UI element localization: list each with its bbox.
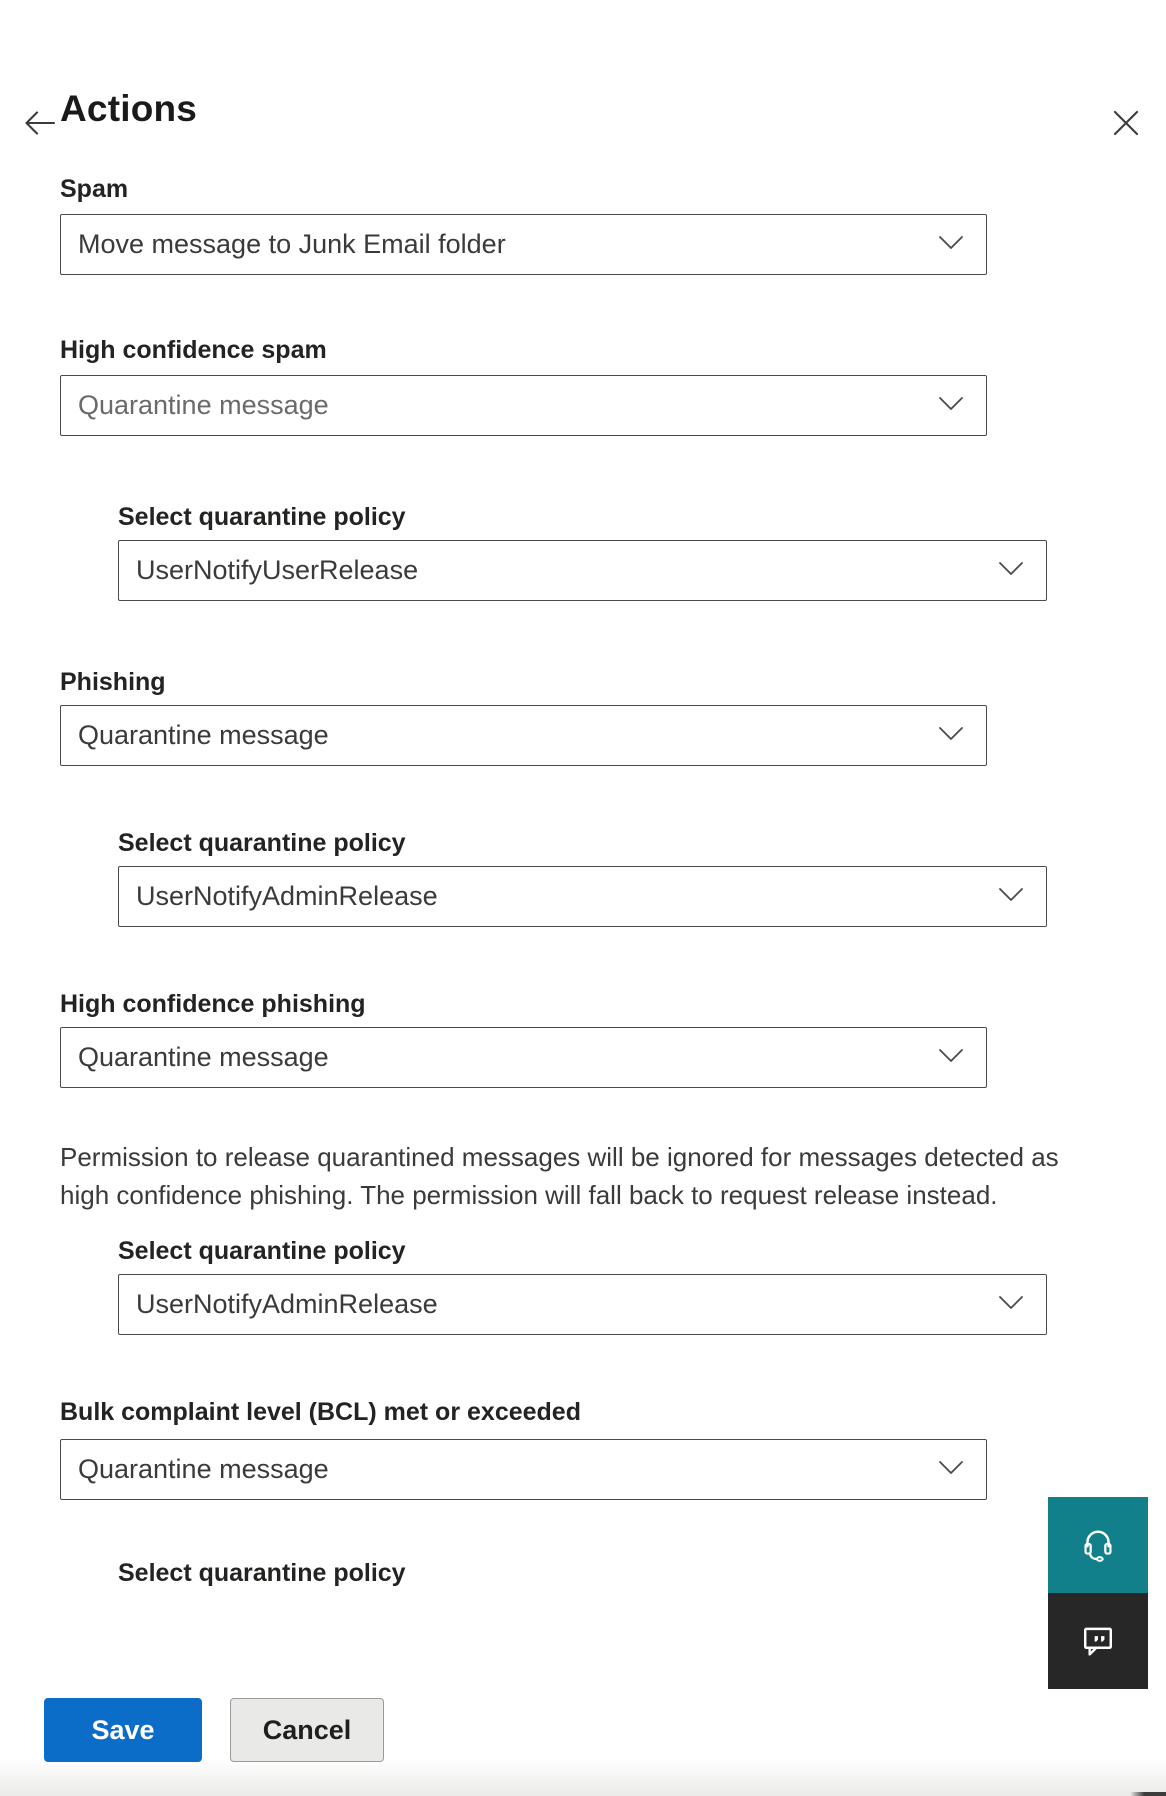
high-confidence-phishing-label: High confidence phishing — [60, 990, 366, 1018]
arrow-left-icon — [21, 104, 59, 145]
bcl-quarantine-policy-label: Select quarantine policy — [118, 1559, 406, 1587]
high-confidence-phishing-value: Quarantine message — [78, 1042, 329, 1072]
phishing-dropdown[interactable] — [60, 705, 987, 766]
page-title: Actions — [60, 88, 198, 129]
hcs-quarantine-policy-value: UserNotifyUserRelease — [136, 555, 419, 585]
high-confidence-spam-label: High confidence spam — [60, 336, 327, 364]
hcs-quarantine-policy-dropdown[interactable] — [118, 540, 1047, 601]
hcs-quarantine-policy-label: Select quarantine policy — [118, 503, 406, 531]
back-button[interactable] — [18, 102, 62, 146]
chevron-down-icon — [938, 235, 964, 255]
footer-bar — [0, 1666, 1166, 1796]
chevron-down-icon — [998, 561, 1024, 581]
chevron-down-icon — [938, 1460, 964, 1480]
spam-label: Spam — [60, 175, 129, 203]
bcl-label: Bulk complaint level (BCL) met or exceeded — [60, 1398, 581, 1426]
headset-icon — [1078, 1524, 1118, 1567]
phishing-value: Quarantine message — [78, 720, 329, 750]
high-confidence-phishing-note: Permission to release quarantined messages will be ignored for messages detected as high confidence phishing. The permission will fall back to request release instead. — [60, 1142, 1059, 1210]
high-confidence-spam-dropdown[interactable] — [60, 375, 987, 436]
hcp-quarantine-policy-value: UserNotifyAdminRelease — [136, 1289, 438, 1319]
scrollbar-corner — [1130, 1792, 1166, 1796]
phishing-quarantine-policy-value: UserNotifyAdminRelease — [136, 881, 438, 911]
high-confidence-phishing-dropdown[interactable] — [60, 1027, 987, 1088]
chevron-down-icon — [998, 887, 1024, 907]
chevron-down-icon — [998, 1295, 1024, 1315]
chat-feedback-icon — [1078, 1620, 1118, 1663]
phishing-quarantine-policy-dropdown[interactable] — [118, 866, 1047, 927]
hcp-quarantine-policy-dropdown[interactable] — [118, 1274, 1047, 1335]
close-button[interactable] — [1104, 102, 1148, 146]
phishing-quarantine-policy-label: Select quarantine policy — [118, 829, 406, 857]
hcp-quarantine-policy-label: Select quarantine policy — [118, 1237, 406, 1265]
feedback-button[interactable] — [1048, 1593, 1148, 1689]
save-button[interactable]: Save — [44, 1698, 202, 1762]
phishing-label: Phishing — [60, 668, 166, 696]
chevron-down-icon — [938, 396, 964, 416]
close-icon — [1110, 107, 1142, 142]
spam-action-value: Move message to Junk Email folder — [78, 229, 506, 259]
cancel-button[interactable]: Cancel — [230, 1698, 384, 1762]
chevron-down-icon — [938, 726, 964, 746]
high-confidence-spam-value: Quarantine message — [78, 390, 329, 420]
bcl-value: Quarantine message — [78, 1454, 329, 1484]
bcl-dropdown[interactable] — [60, 1439, 987, 1500]
spam-action-dropdown[interactable] — [60, 214, 987, 275]
support-widget-stack — [1048, 1497, 1148, 1689]
chevron-down-icon — [938, 1048, 964, 1068]
help-button[interactable] — [1048, 1497, 1148, 1593]
